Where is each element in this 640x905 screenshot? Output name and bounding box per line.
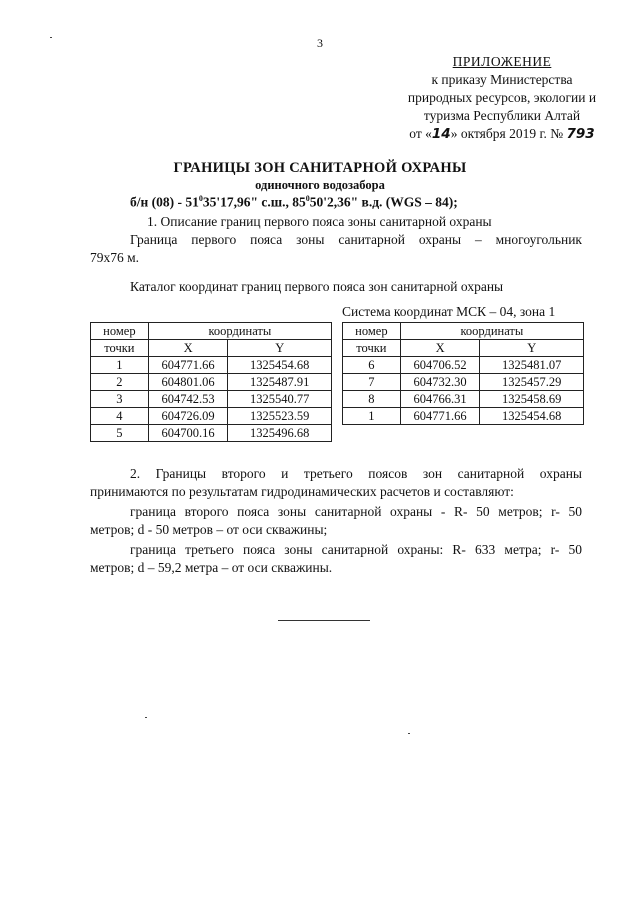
coordinates-table-right	[342, 322, 584, 425]
y-value: 1325487.91	[228, 374, 332, 391]
point-number: 6	[343, 357, 401, 374]
y-value: 1325496.68	[228, 425, 332, 442]
table-row	[91, 425, 332, 442]
scan-speck	[50, 37, 52, 38]
section2-line6: метров; d – 59,2 метра – от оси скважины.	[90, 560, 333, 575]
header-x: X	[400, 340, 480, 357]
order-number-handwritten: 793	[566, 126, 595, 142]
table-row	[91, 357, 332, 374]
scan-speck	[408, 733, 410, 734]
table-row	[343, 357, 584, 374]
section2-line1: 2. Границы второго и третьего поясов зон санитарной охраны	[130, 466, 582, 481]
header-number: номер	[343, 323, 401, 340]
degree-sup-b: 0	[305, 194, 310, 203]
coordinates-table-left	[90, 322, 332, 442]
y-value: 1325540.77	[228, 391, 332, 408]
y-value: 1325457.29	[480, 374, 584, 391]
point-number: 8	[343, 391, 401, 408]
section1-title: 1. Описание границ первого пояса зоны санитарной охраны	[147, 214, 492, 229]
section1-text-line2: 79х76 м.	[90, 250, 140, 265]
header-x: X	[148, 340, 228, 357]
table-row	[343, 374, 584, 391]
appendix-line-3: туризма Республики Алтай	[423, 108, 581, 123]
header-coordinates: координаты	[400, 323, 583, 340]
degree-sup-a: 0	[198, 194, 203, 203]
table-row	[343, 391, 584, 408]
header-number: номер	[91, 323, 149, 340]
y-value: 1325523.59	[228, 408, 332, 425]
section1-text-line1: Граница первого пояса зоны санитарной охраны – многоугольник	[130, 232, 582, 247]
x-value: 604742.53	[148, 391, 228, 408]
date-prefix: от «	[409, 126, 432, 141]
appendix-title: ПРИЛОЖЕНИЕ	[452, 54, 552, 69]
point-number: 1	[91, 357, 149, 374]
point-number: 7	[343, 374, 401, 391]
well-coordinates	[130, 194, 458, 211]
section2-line5: граница третьего пояса зоны санитарной охраны: R- 633 метра; r- 50	[130, 542, 582, 557]
y-value: 1325454.68	[228, 357, 332, 374]
y-value: 1325454.68	[480, 408, 584, 425]
x-value: 604771.66	[400, 408, 480, 425]
point-number: 4	[91, 408, 149, 425]
appendix-date-line	[392, 125, 612, 143]
signature-line	[278, 620, 370, 621]
header-coordinates: координаты	[148, 323, 331, 340]
x-value: 604771.66	[148, 357, 228, 374]
x-value: 604766.31	[400, 391, 480, 408]
section2-line4: метров; d - 50 метров – от оси скважины;	[90, 522, 328, 537]
point-number: 2	[91, 374, 149, 391]
appendix-block	[392, 53, 612, 143]
header-y: Y	[480, 340, 584, 357]
x-value: 604700.16	[148, 425, 228, 442]
table-row	[343, 408, 584, 425]
point-number: 3	[91, 391, 149, 408]
header-point: точки	[91, 340, 149, 357]
scan-speck	[145, 717, 147, 718]
table-row	[91, 391, 332, 408]
x-value: 604726.09	[148, 408, 228, 425]
table-row	[91, 374, 332, 391]
section2-line2: принимаются по результатам гидродинамических расчетов и составляют:	[90, 484, 514, 499]
document-title: ГРАНИЦЫ ЗОН САНИТАРНОЙ ОХРАНЫ	[173, 160, 467, 176]
x-value: 604706.52	[400, 357, 480, 374]
x-value: 604801.06	[148, 374, 228, 391]
appendix-line-2: природных ресурсов, экологии и	[407, 90, 597, 105]
x-value: 604732.30	[400, 374, 480, 391]
header-point: точки	[343, 340, 401, 357]
coords-part-a: б/н (08) - 51	[130, 194, 199, 210]
y-value: 1325481.07	[480, 357, 584, 374]
coordinate-system: Система координат МСК – 04, зона 1	[342, 304, 556, 319]
section2-line3: граница второго пояса зоны санитарной охраны - R- 50 метров; r- 50	[130, 504, 582, 519]
point-number: 5	[91, 425, 149, 442]
coords-part-b: 35'17,96" с.ш., 85	[202, 194, 306, 210]
y-value: 1325458.69	[480, 391, 584, 408]
catalog-caption: Каталог координат границ первого пояса зон санитарной охраны	[130, 279, 504, 294]
document-subtitle: одиночного водозабора	[255, 178, 385, 192]
date-suffix: » октября 2019 г. №	[450, 126, 564, 141]
table-row	[91, 408, 332, 425]
date-day-handwritten: 14	[431, 126, 451, 142]
appendix-line-1: к приказу Министерства	[431, 72, 573, 87]
page-number: 3	[317, 36, 323, 50]
coords-part-c: 50'2,36" в.д. (WGS – 84);	[309, 194, 458, 210]
point-number: 1	[343, 408, 401, 425]
header-y: Y	[228, 340, 332, 357]
